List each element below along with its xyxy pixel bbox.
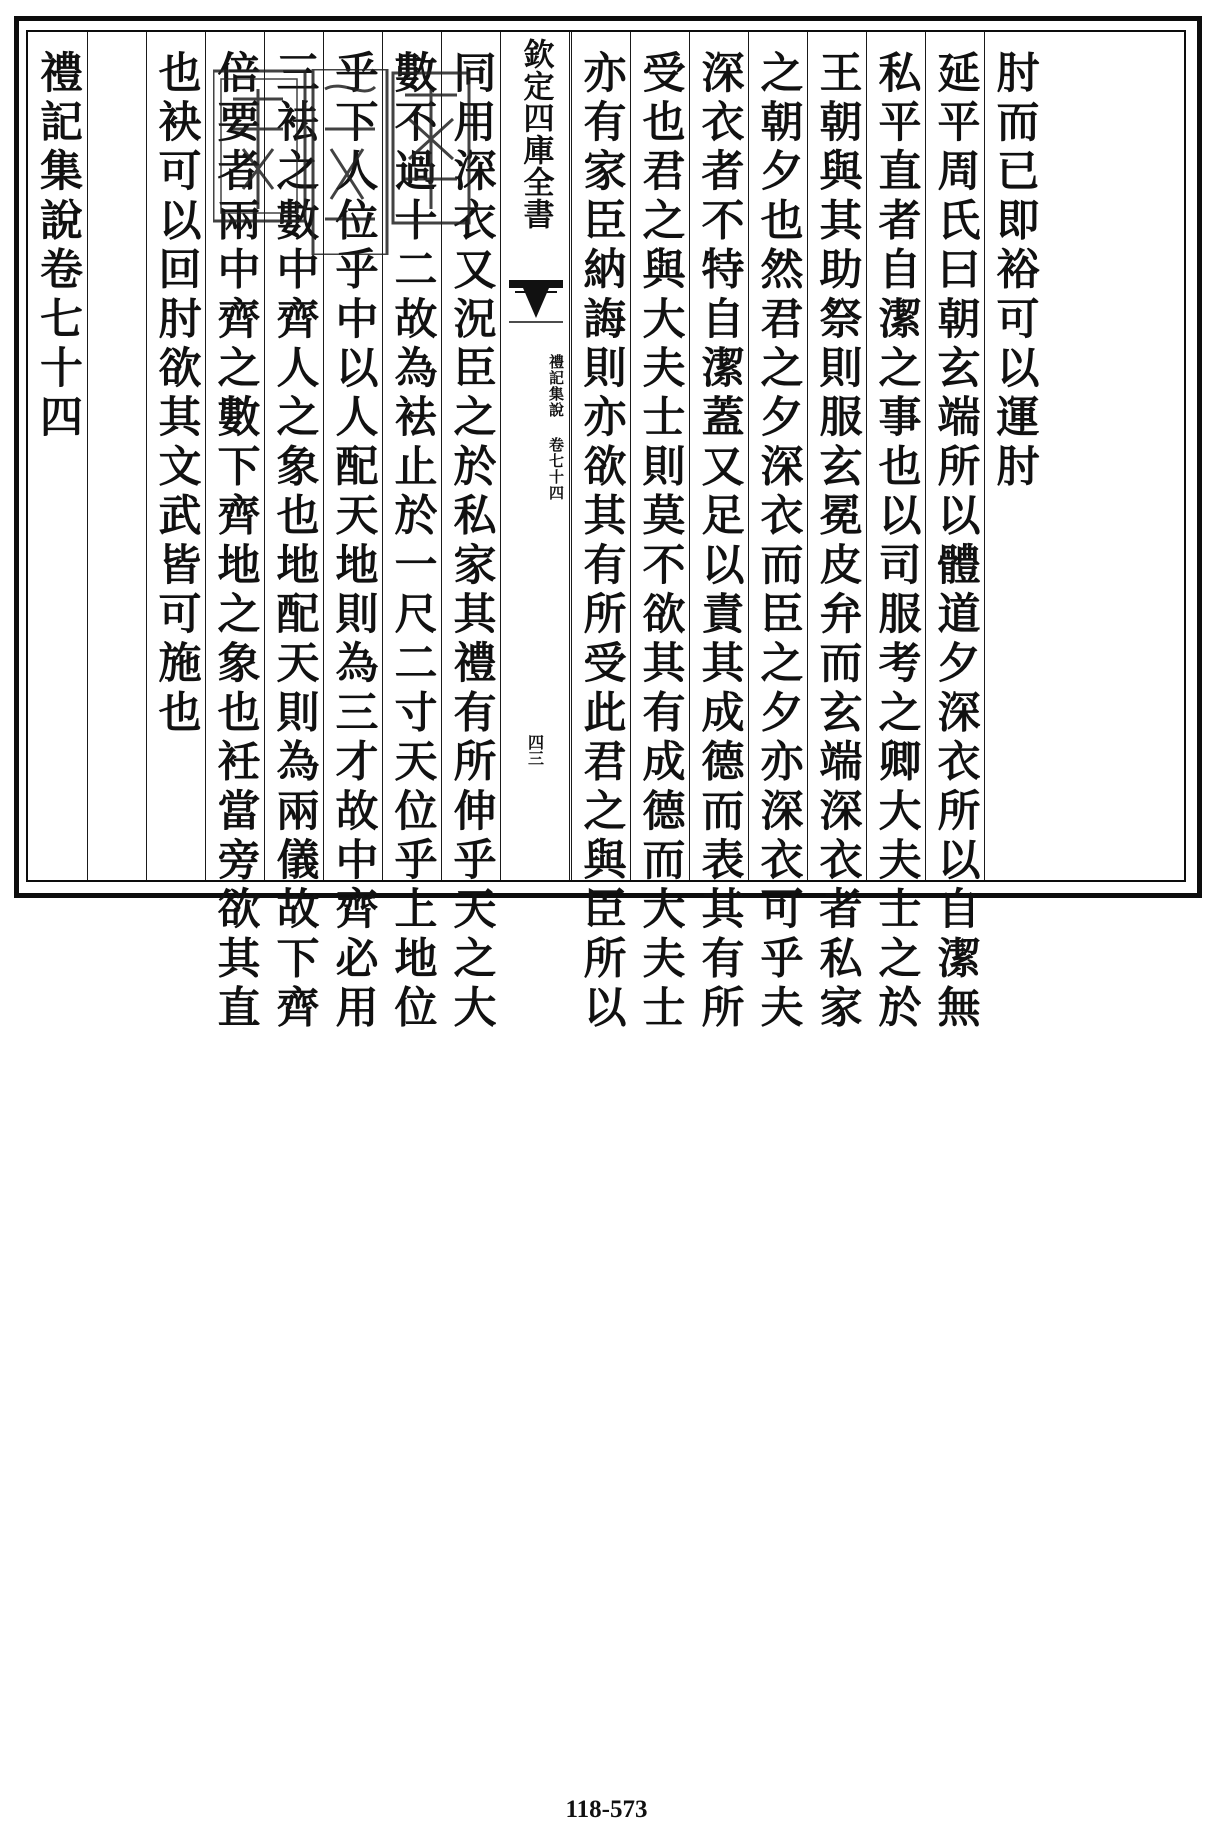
column-text: 數不過十二故為袪止於一尺二寸天位乎上地位 (387, 50, 438, 1034)
column-right-4 (748, 32, 807, 1034)
book-title: 欽定四庫全書 (517, 38, 554, 230)
subtitle-line-1: 禮記集說 (547, 354, 565, 418)
column-text: 深衣者不特自潔蓋又足以責其成德而表其有所 (694, 50, 745, 1034)
column-right-2 (866, 32, 925, 1034)
column-text: 延平周氏曰朝玄端所以體道夕深衣所以自潔無 (930, 50, 981, 1034)
column-right-7 (571, 32, 630, 1034)
column-right-3 (807, 32, 866, 1034)
column-text: 禮記集說卷七十四 (33, 50, 83, 444)
column-text: 亦有家臣納誨則亦欲其有所受此君之與臣所以 (576, 50, 627, 1034)
page-number-footer: 118-573 (565, 1796, 648, 1823)
column-right-1 (925, 32, 984, 1034)
chapter-subtitle (545, 354, 563, 501)
center-fold-column (500, 32, 570, 880)
column-right-6 (630, 32, 689, 1034)
column-left-5 (146, 32, 205, 880)
column-text: 也袂可以回肘欲其文武皆可施也 (151, 50, 202, 739)
column-text: 倍要者兩中齊之數下齊地之象也衽當旁欲其直 (210, 50, 261, 1034)
collector-seal-stamp-icon (213, 69, 473, 255)
leaf-number: 四三 (525, 734, 545, 766)
column-left-7 (28, 32, 87, 880)
text-block (26, 30, 1186, 1034)
subtitle-line-2: 卷七十四 (547, 437, 565, 501)
column-text: 三袪之數中齊人之象也地配天則為兩儀故下齊 (269, 50, 320, 1034)
fishtail-mark-icon (507, 278, 565, 338)
column-text: 王朝與其助祭則服玄冕皮弁而玄端深衣者私家 (812, 50, 863, 1034)
column-text: 之朝夕也然君之夕深衣而臣之夕亦深衣可乎夫 (753, 50, 804, 1034)
column-right-0 (984, 32, 1043, 880)
column-text: 肘而已即裕可以運肘 (989, 50, 1040, 493)
column-text: 受也君之與大夫士則莫不欲其有成德而大夫士 (635, 50, 686, 1034)
column-right-5 (689, 32, 748, 1034)
column-text: 乎下人位乎中以人配天地則為三才故中齊必用 (328, 50, 379, 1034)
column-left-6 (87, 32, 146, 880)
column-text: 同用深衣又況臣之於私家其禮有所伸乎天之大 (446, 50, 497, 1034)
column-text: 私平直者自潔之事也以司服考之卿大夫士之於 (871, 50, 922, 1034)
